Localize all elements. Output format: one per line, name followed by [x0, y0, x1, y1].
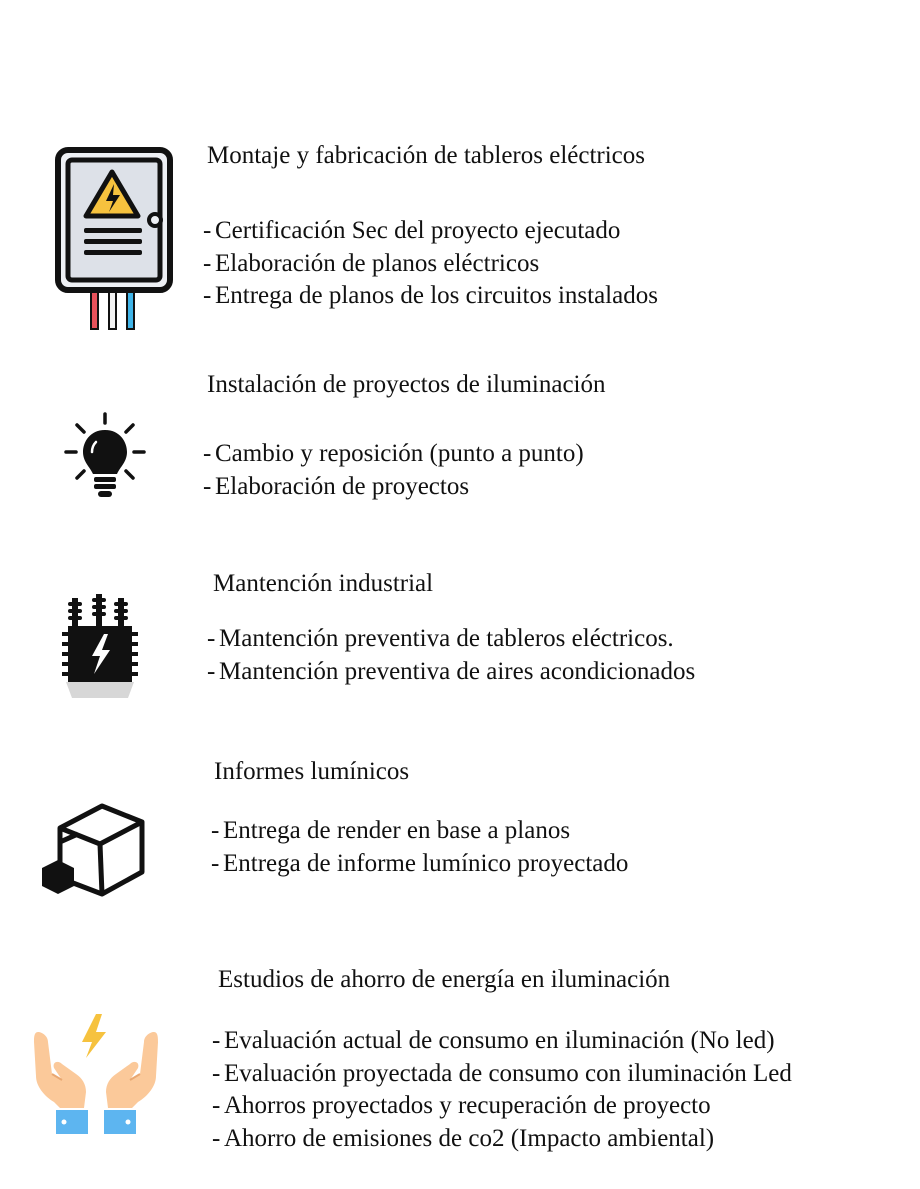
3d-cube-icon [38, 802, 148, 898]
service-list [207, 623, 695, 688]
list-item: - Elaboración de planos eléctricos [203, 249, 540, 277]
list-item: - Ahorros proyectados y recuperación de proyecto [212, 1092, 711, 1119]
list-item: - Mantención preventiva de aires acondicionados [207, 657, 696, 685]
list-item: - Certificación Sec del proyecto ejecutado [203, 217, 621, 244]
list-item: - Entrega de render en base a planos [211, 817, 571, 844]
hands-energy-icon [30, 1012, 162, 1138]
transformer-icon [60, 592, 140, 700]
list-item: - Evaluación actual de consumo en iluminación (No led) [212, 1027, 775, 1054]
section-title: Mantención industrial [213, 570, 434, 597]
section-title: Estudios de ahorro de energía en iluminación [218, 966, 671, 993]
service-list [203, 438, 584, 503]
service-list [212, 1025, 792, 1155]
light-bulb-icon [64, 412, 146, 500]
section-title: Informes lumínicos [214, 758, 410, 785]
service-list [211, 815, 628, 880]
section-title: Instalación de proyectos de iluminación [207, 371, 606, 398]
electrical-panel-icon [54, 146, 174, 336]
section-title: Montaje y fabricación de tableros eléctricos [207, 142, 646, 169]
list-item: - Cambio y reposición (punto a punto) [203, 440, 584, 467]
list-item: - Entrega de planos de los circuitos instalados [203, 282, 658, 309]
list-item: - Elaboración de proyectos [203, 472, 470, 500]
service-list [203, 215, 658, 313]
list-item: - Evaluación proyectada de consumo con iluminación Led [212, 1059, 792, 1087]
list-item: - Mantención preventiva de tableros eléctricos. [207, 625, 674, 652]
list-item: - Entrega de informe lumínico proyectado [211, 849, 629, 877]
list-item: - Ahorro de emisiones de co2 (Impacto ambiental) [212, 1124, 715, 1152]
